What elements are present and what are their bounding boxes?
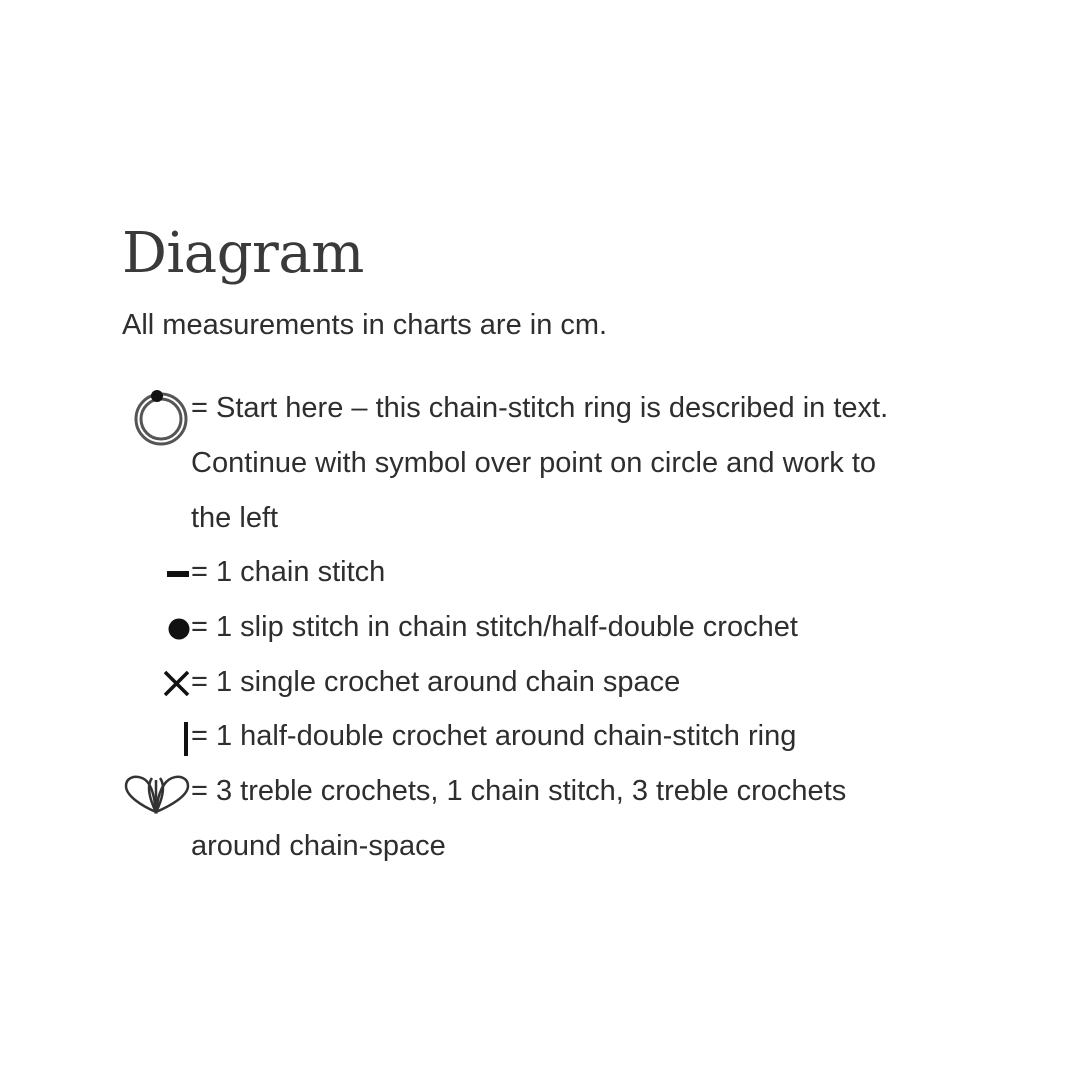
legend-line: = 3 treble crochets, 1 chain stitch, 3 treble crochets bbox=[191, 775, 847, 807]
half-double-crochet-icon bbox=[182, 721, 190, 757]
chain-stitch-icon bbox=[167, 569, 191, 579]
page-title: Diagram bbox=[122, 221, 364, 286]
legend-line: = Start here – this chain-stitch ring is described in text. bbox=[191, 392, 889, 424]
single-crochet-icon bbox=[162, 668, 192, 698]
legend-text bbox=[191, 381, 971, 546]
treble-crochet-shell-icon bbox=[122, 772, 192, 816]
legend-text bbox=[191, 709, 971, 764]
legend-line: = 1 slip stitch in chain stitch/half-double crochet bbox=[191, 611, 798, 643]
legend-line: = 1 half-double crochet around chain-stitch ring bbox=[191, 720, 797, 752]
slip-stitch-icon bbox=[167, 617, 191, 641]
legend-line: = 1 single crochet around chain space bbox=[191, 666, 681, 698]
legend-text bbox=[191, 600, 971, 655]
chain-stitch-ring-icon bbox=[130, 385, 192, 447]
legend-line: Continue with symbol over point on circle and work to bbox=[191, 447, 877, 479]
legend-text bbox=[191, 655, 971, 710]
legend-line: the left bbox=[191, 502, 279, 534]
legend-text bbox=[191, 764, 971, 874]
measurement-note: All measurements in charts are in cm. bbox=[122, 309, 608, 341]
legend-line: around chain-space bbox=[191, 830, 446, 862]
legend-line: = 1 chain stitch bbox=[191, 556, 386, 588]
legend-text bbox=[191, 545, 971, 600]
